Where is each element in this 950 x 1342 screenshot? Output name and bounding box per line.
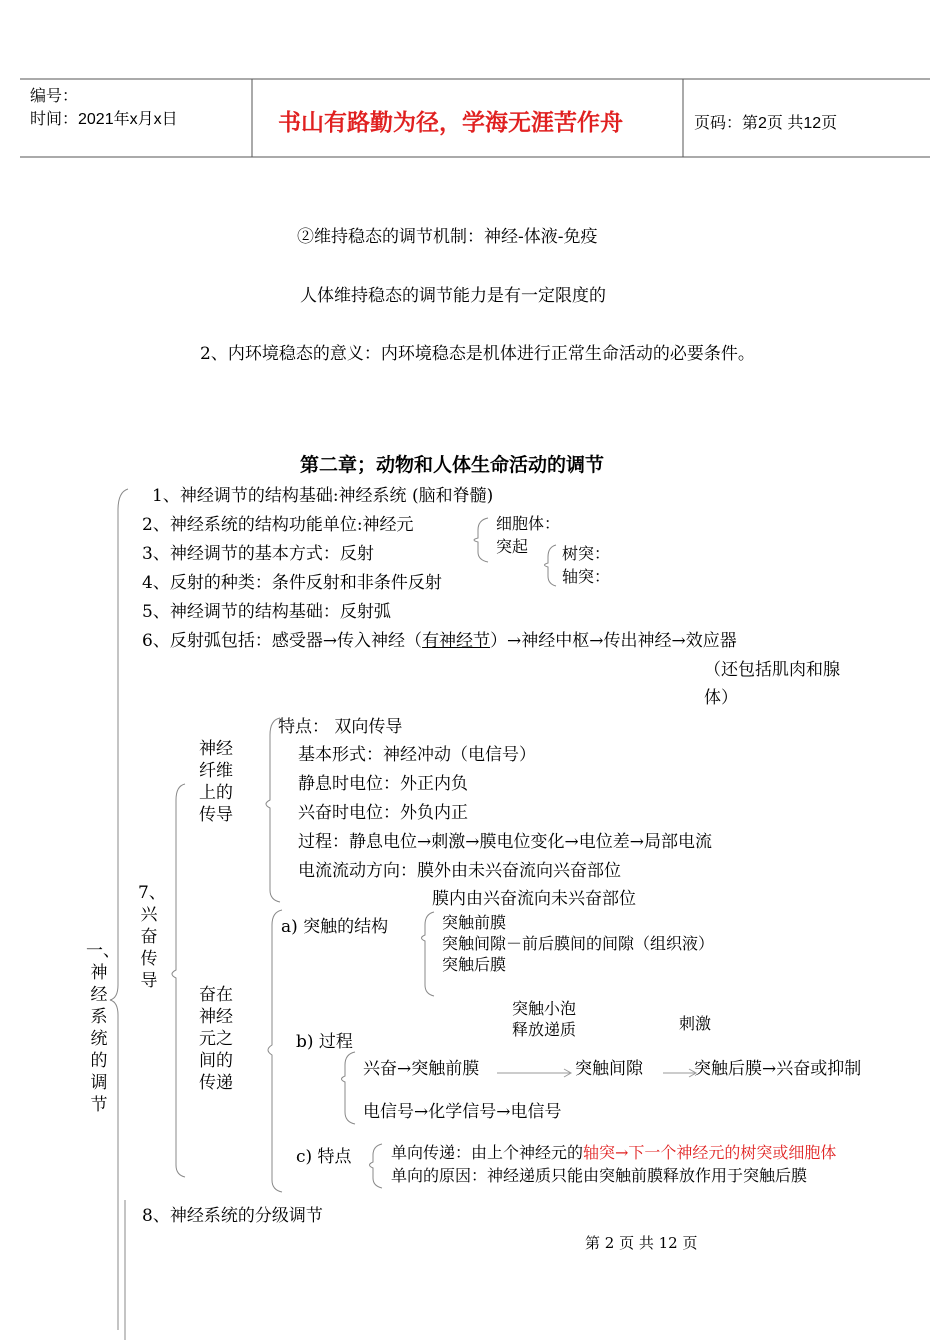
item6-underlined: 有神经节 <box>422 631 491 651</box>
header-motto: 书山有路勤为径，学海无涯苦作舟 <box>278 110 623 136</box>
fiber-line-7: 膜内由兴奋流向未兴奋部位 <box>432 889 636 909</box>
fiber-line-2: 基本形式：神经冲动（电信号） <box>298 745 536 765</box>
item6-note-2: 体） <box>704 688 738 708</box>
doc-number-label: 编号： <box>30 88 79 105</box>
fiber-line-5: 过程：静息电位→刺激→膜电位变化→电位差→局部电流 <box>298 832 712 852</box>
footer-page: 第 2 页 共 12 页 <box>585 1234 698 1252</box>
neuron-cell-body: 细胞体： <box>496 514 561 533</box>
synapse-structure-2: 突触间隙－前后膜间的间隙（组织液） <box>442 934 715 953</box>
stimulus-label: 刺激 <box>679 1014 712 1033</box>
signal-conversion: 电信号→化学信号→电信号 <box>363 1102 562 1122</box>
item7-label: 7、 兴 奋 传 导 <box>138 883 166 991</box>
synapse-structure-3: 突触后膜 <box>442 955 507 974</box>
process-label: b) 过程 <box>296 1032 353 1052</box>
fiber-line-6: 电流流动方向：膜外由未兴奋流向兴奋部位 <box>298 861 621 881</box>
process-step-1: 兴奋→突触前膜 <box>363 1059 480 1079</box>
item6-prefix: 6、反射弧包括：感受器→传入神经（ <box>142 631 423 651</box>
list-item-5: 5、神经调节的结构基础：反射弧 <box>142 602 391 622</box>
vesicle-line-1: 突触小泡 <box>512 999 577 1018</box>
neuron-dendrite: 树突： <box>562 544 611 563</box>
item6-note-1: （还包括肌肉和腺 <box>704 660 840 680</box>
feature-2: 单向的原因：神经递质只能由突触前膜释放作用于突触后膜 <box>391 1166 808 1185</box>
process-step-2: 突触间隙 <box>575 1059 643 1079</box>
list-item-3: 3、神经调节的基本方式：反射 <box>142 544 374 564</box>
vesicle-line-2: 释放递质 <box>512 1020 577 1039</box>
feature-1-red: 轴突→下一个神经元的树突或细胞体 <box>583 1143 837 1162</box>
list-item-4: 4、反射的种类：条件反射和非条件反射 <box>142 573 442 593</box>
list-item-6 <box>142 626 737 651</box>
synapse-label: 奋在 神经 元之 间的 传递 <box>199 985 233 1093</box>
intro-line-1: ②维持稳态的调节机制：神经-体液-免疫 <box>297 227 598 247</box>
item6-suffix: ）→神经中枢→传出神经→效应器 <box>490 631 737 651</box>
list-item-2: 2、神经系统的结构功能单位:神经元 <box>142 515 414 535</box>
list-item-1: 1、神经调节的结构基础:神经系统 (脑和脊髓) <box>152 486 494 506</box>
intro-line-2: 人体维持稳态的调节能力是有一定限度的 <box>300 286 606 306</box>
process-step-3: 突触后膜→兴奋或抑制 <box>694 1059 862 1079</box>
feature-1-prefix: 单向传递：由上个神经元的 <box>391 1143 584 1162</box>
features-label: c) 特点 <box>296 1147 352 1167</box>
chapter-title: 第二章；动物和人体生命活动的调节 <box>300 454 605 476</box>
synapse-structure-label: a) 突触的结构 <box>281 917 389 937</box>
intro-line-3: 2、内环境稳态的意义：内环境稳态是机体进行正常生命活动的必要条件。 <box>200 344 755 364</box>
feature-1 <box>391 1140 836 1163</box>
neuron-axon: 轴突： <box>562 567 611 586</box>
doc-time-label: 时间：2021年x月x日 <box>30 111 178 128</box>
fiber-label: 神经 纤维 上的 传导 <box>199 739 233 825</box>
fiber-line-3: 静息时电位：外正内负 <box>298 774 468 794</box>
synapse-structure-1: 突触前膜 <box>442 913 507 932</box>
page-counter: 页码：第2页 共12页 <box>694 115 838 132</box>
fiber-line-4: 兴奋时电位：外负内正 <box>298 803 468 823</box>
neuron-process: 突起 <box>496 537 529 556</box>
fiber-line-1: 特点： 双向传导 <box>278 717 403 737</box>
list-item-8: 8、神经系统的分级调节 <box>142 1206 323 1226</box>
section-label: 一、 神 经 系 统 的 调 节 <box>86 941 120 1115</box>
